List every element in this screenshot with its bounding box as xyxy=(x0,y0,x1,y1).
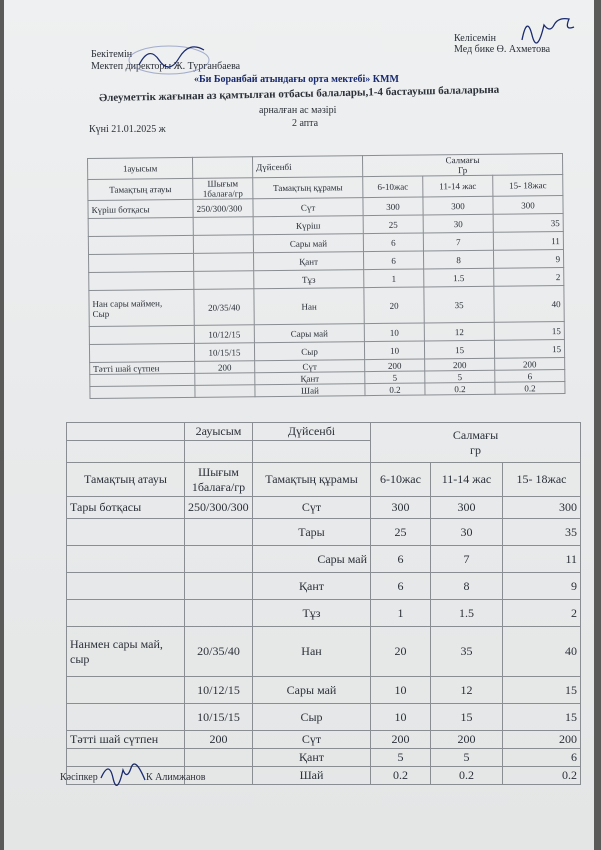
director-signature-stamp xyxy=(124,40,214,75)
cell: Шай xyxy=(255,384,365,397)
cell: 30 xyxy=(423,214,493,233)
cell: 10/15/15 xyxy=(185,704,253,731)
cell: Сары май xyxy=(254,324,364,343)
cell: Сары май xyxy=(253,234,363,253)
cell: 1 xyxy=(364,269,424,288)
agreed-label: Келісемін xyxy=(454,33,496,44)
cell: 20/35/40 xyxy=(185,627,253,677)
entrepreneur-signature xyxy=(96,758,151,793)
cell: 1 xyxy=(371,600,431,627)
col-age-2: 11-14 жас xyxy=(431,463,503,497)
cell: 200 xyxy=(195,361,255,374)
cell: 12 xyxy=(431,677,503,704)
cell: 35 xyxy=(493,214,563,233)
col-composition: Тамақтың құрамы xyxy=(253,177,363,199)
cell: 0.2 xyxy=(371,767,431,785)
cell: 2 xyxy=(503,600,581,627)
cell: 0.2 xyxy=(503,767,581,785)
cell: 0.2 xyxy=(425,382,495,395)
director-line: Мектеп директоры Ж. Турганбаева xyxy=(91,61,241,72)
weight-header: Салмағы гр xyxy=(371,423,581,463)
cell: 40 xyxy=(494,286,564,323)
col-age-3: 15- 18жас xyxy=(503,463,581,497)
table-row: Тәтті шай сүтпен xyxy=(67,731,185,749)
cell: 10/12/15 xyxy=(194,325,254,344)
col-composition: Тамақтың құрамы xyxy=(253,463,371,497)
col-dish: Тамақтың атауы xyxy=(88,178,193,200)
cell: 200 xyxy=(495,358,565,371)
approved-label: Бекітемін xyxy=(91,49,133,60)
cell: Қант xyxy=(254,252,364,271)
meal-label: 1ауысым xyxy=(88,157,193,179)
cell: 6 xyxy=(371,573,431,600)
cell: 6 xyxy=(371,546,431,573)
table-row: Күріш ботқасы xyxy=(88,199,193,218)
cell: 20 xyxy=(364,287,424,324)
cell: 10 xyxy=(371,704,431,731)
cell: 5 xyxy=(365,371,425,384)
cell: 200 xyxy=(365,359,425,372)
cell: 250/300/300 xyxy=(185,497,253,519)
entrepreneur-name: К Алимжанов xyxy=(146,772,206,783)
cell: 25 xyxy=(363,215,423,234)
cell: Нан xyxy=(253,627,371,677)
cell: 15 xyxy=(503,704,581,731)
cell: 10 xyxy=(371,677,431,704)
cell: 11 xyxy=(503,546,581,573)
menu-table-1 xyxy=(87,153,566,399)
cell: 200 xyxy=(371,731,431,749)
cell: Күріш xyxy=(253,216,363,235)
cell: 200 xyxy=(503,731,581,749)
col-output: Шығым 1балаға/гр xyxy=(193,178,253,200)
cell: 0.2 xyxy=(365,383,425,396)
cell: 1.5 xyxy=(424,268,494,287)
cell: 8 xyxy=(431,573,503,600)
cell: Тары xyxy=(253,519,371,546)
cell: 8 xyxy=(423,250,493,269)
cell: 200 xyxy=(185,731,253,749)
document-page xyxy=(4,0,594,850)
meal-label: 2ауысым xyxy=(185,423,253,441)
cell: Сүт xyxy=(253,497,371,519)
cell: 300 xyxy=(423,196,493,215)
cell: 35 xyxy=(503,519,581,546)
col-age-1: 6-10жас xyxy=(363,176,423,198)
school-name: «Би Боранбай атындағы орта мектебі» КММ xyxy=(194,74,399,85)
cell: 250/300/300 xyxy=(193,199,253,218)
col-dish: Тамақтың атауы xyxy=(67,463,185,497)
cell: 40 xyxy=(503,627,581,677)
cell: 9 xyxy=(493,250,563,269)
cell: 15 xyxy=(431,704,503,731)
cell: 15 xyxy=(494,322,564,341)
cell: 35 xyxy=(424,286,494,323)
table-row: Нанмен сары май, сыр xyxy=(67,627,185,677)
title-line-2: Әлеуметтік жағынан аз қамтылған отбасы балалары,1-4 бастауыш балаларына xyxy=(98,83,500,105)
cell: Сүт xyxy=(255,360,365,373)
cell: 2 xyxy=(494,268,564,287)
cell: Тұз xyxy=(254,270,364,289)
cell: 5 xyxy=(425,370,495,383)
col-age-3: 15- 18жас xyxy=(493,175,563,197)
cell: Қант xyxy=(253,573,371,600)
entrepreneur-label: Кәсіпкер xyxy=(60,772,98,783)
cell: Сары май xyxy=(253,677,371,704)
cell: 15 xyxy=(424,340,494,359)
table-row: Нан сары маймен, Сыр xyxy=(89,289,194,326)
cell: 10/12/15 xyxy=(185,677,253,704)
cell: 10 xyxy=(364,341,424,360)
week-label: 2 апта xyxy=(292,118,319,129)
cell: Тұз xyxy=(253,600,371,627)
cell: 300 xyxy=(493,196,563,215)
cell: Шай xyxy=(253,767,371,785)
cell: 300 xyxy=(503,497,581,519)
cell: 6 xyxy=(495,370,565,383)
cell: 25 xyxy=(371,519,431,546)
col-age-2: 11-14 жас xyxy=(423,175,493,197)
cell: Сыр xyxy=(253,704,371,731)
cell: 20/35/40 xyxy=(194,289,254,326)
cell: Қант xyxy=(253,749,371,767)
cell: 11 xyxy=(493,232,563,251)
cell: 10/15/15 xyxy=(194,343,254,362)
cell: Қант xyxy=(255,372,365,385)
cell: Сыр xyxy=(254,342,364,361)
cell: 15 xyxy=(503,677,581,704)
cell: 30 xyxy=(431,519,503,546)
cell: 0.2 xyxy=(495,382,565,395)
table-row: Тәтті шай сүтпен xyxy=(90,361,195,374)
col-output: Шығым 1балаға/гр xyxy=(185,463,253,497)
cell: 300 xyxy=(363,197,423,216)
cell: 20 xyxy=(371,627,431,677)
cell: Сары май xyxy=(253,546,371,573)
cell: 1.5 xyxy=(431,600,503,627)
cell: 10 xyxy=(364,323,424,342)
cell: Сүт xyxy=(253,731,371,749)
cell: 6 xyxy=(363,233,423,252)
menu-table-2 xyxy=(66,422,581,785)
cell: 0.2 xyxy=(431,767,503,785)
cell: 200 xyxy=(425,358,495,371)
cell: 12 xyxy=(424,322,494,341)
title-line-3: арналған ас мәзірі xyxy=(259,105,337,116)
cell: 6 xyxy=(503,749,581,767)
cell: 200 xyxy=(431,731,503,749)
cell: 15 xyxy=(494,340,564,359)
agreed-signature xyxy=(514,10,584,50)
cell: 5 xyxy=(431,749,503,767)
cell: 7 xyxy=(423,232,493,251)
cell: 300 xyxy=(371,497,431,519)
cell: 7 xyxy=(431,546,503,573)
cell: 35 xyxy=(431,627,503,677)
col-age-1: 6-10жас xyxy=(371,463,431,497)
cell: Нан xyxy=(254,288,364,325)
table-row: Тары ботқасы xyxy=(67,497,185,519)
weight-header: Салмағы Гр xyxy=(362,154,562,177)
cell: 6 xyxy=(363,251,423,270)
cell: 300 xyxy=(431,497,503,519)
cell: 5 xyxy=(371,749,431,767)
agreed-person: Мед бике Ө. Ахметова xyxy=(454,44,551,55)
cell: Сүт xyxy=(253,198,363,217)
cell: 9 xyxy=(503,573,581,600)
day-label: Дүйсенбі xyxy=(253,423,371,441)
date-line: Күні 21.01.2025 ж xyxy=(89,124,166,135)
day-label: Дүйсенбі xyxy=(252,156,362,178)
